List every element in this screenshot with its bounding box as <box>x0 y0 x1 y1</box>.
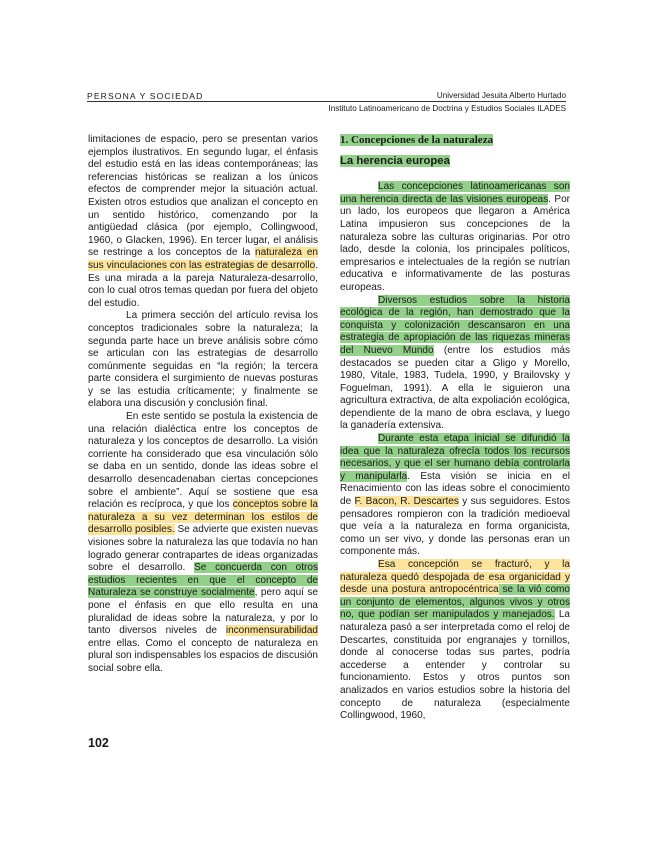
highlight-green: Se concuerda con otros estudios recientes en que el concepto de Naturaleza se construye socialmente <box>88 562 318 599</box>
paragraph: limitaciones de espacio, pero se presentan varios ejemplos ilustrativos. En segundo lugar, el énfasis del estudio está en las ideas contemporáneas; las referencias históricas se realizan a los únicos efectos de comprender mejor la situación actual. Existen otros estudios que analizan el concepto en un sentido histórico, comenzando por la antigüedad clásica (por ejemplo, Collingwood, 1960, o Glacken, 1996). En tercer lugar, el análisis se restringe a los conceptos de la naturaleza en sus vinculaciones con las estrategias de desarrollo. Es una mirada a la pareja Naturaleza-desarrollo, con lo cual otros temas quedan por fuera del objeto del estudio. <box>88 134 318 309</box>
paragraph: Esa concepción se fracturó, y la naturaleza quedó despojada de esa organicidad y desde una postura antropocéntrica se la vió como un conjunto de elementos, algunos vivos y otros no, que podían ser manipulados y manejados. La naturaleza pasó a ser interpretada como el reloj de Descartes, constituida por engranajes y tornillos, donde al conocerse todas sus partes, podría accederse a entender y controlar su funcionamiento. Estos y otros puntos son analizados en varios estudios sobre la historia del concepto de naturaleza (especialmente Collingwood, 1960, <box>340 559 570 722</box>
highlight-yellow: inconmensurabilidad <box>225 625 318 637</box>
highlight-green: Diversos estudios sobre la historia ecológica de la región, han demostrado que la conquista y colonización descansaron en una estrategia de apropiación de las riquezas mineras del Nuevo Mundo <box>340 294 570 356</box>
paragraph: Las concepciones latinoamericanas son una herencia directa de las visiones europeas. Por un lado, los europeos que llegaron a América Latina impusieron sus concepciones de la naturaleza sobre las culturas originarias. Por otro lado, desde la colonia, los principales políticos, empresarios e intelectuales de la región se nutrían educativa e informativamente de las posturas europeas. <box>340 181 570 293</box>
paragraph: La primera sección del artículo revisa los conceptos tradicionales sobre la naturaleza; la segunda parte hace un breve análisis sobre cómo se articulan con las estrategias de desarrollo comúnmente seguidas en “la región; la tercera parte considera el surgimiento de nuevas posturas y se las estudia críticamente; y finalmente se elabora una discusión y conclusión final. <box>88 310 318 410</box>
highlight-green: se la vió como un conjunto de elementos, algunos vivos y otros no, que podían ser manipulados y manejados. <box>340 584 570 621</box>
left-text-column <box>88 134 318 676</box>
subsection-title: La herencia europea <box>340 154 450 167</box>
highlight-green: Durante esta etapa inicial se difundió la idea que la <box>340 433 570 457</box>
highlight-yellow: Esa concepción se fracturó, y la naturaleza quedó despojada de esa organicidad y desde una postura antropocéntrica <box>340 559 570 596</box>
highlight-yellow: conceptos sobre la naturaleza a su vez determinan los estilos de desarrollo posibles. <box>88 499 318 536</box>
header-divider <box>87 101 566 102</box>
running-header-university: Universidad Jesuita Alberto Hurtado <box>436 91 566 100</box>
running-header-institute: Instituto Latinoamericano de Doctrina y Estudios Sociales ILADES <box>328 104 566 113</box>
running-header-journal: PERSONA Y SOCIEDAD <box>87 91 204 101</box>
highlight-green: Las concepciones latinoamericanas son una herencia directa de las visiones europeas <box>340 181 570 205</box>
paragraph: Diversos estudios sobre la historia ecológica de la región, han demostrado que la conquista y colonización descansaron en una estrategia de apropiación de las riquezas mineras del Nuevo Mundo (entre los estudios más destacados se pueden citar a Gligo y Morello, 1980, Vitale, 1983, Tudela, 1990, y Brailovsky y Foguelman, 1991). A ella le siguieron una agricultura extractiva, de alta expoliación ecológica, dependiente de la mano de obra esclava, y luego la ganadería extensiva. <box>340 294 570 432</box>
highlight-green: naturaleza ofrecía todos los recursos necesarios, y que el ser humano debía controlarla y manipularla <box>340 445 570 482</box>
right-text-column <box>340 134 570 723</box>
paragraph: En este sentido se postula la existencia de una relación dialéctica entre los conceptos de naturaleza y los conceptos de desarrollo. La visión corriente ha considerado que esa vinculación sólo se daba en un sentido, donde las ideas sobre el desarrollo desencadenaban ciertas concepciones sobre el ambiente”. Aquí se sostiene que esa relación es recíproca, y que los conceptos sobre la naturaleza a su vez determinan los estilos de desarrollo posibles. Se advierte que existen nuevas visiones sobre la naturaleza las que todavía no han logrado generar contrapartes de ideas organizadas sobre el desarrollo. Se concuerda con otros estudios recientes en que el concepto de Naturaleza se construye socialmente, pero aquí se pone el énfasis en que ello resulta en una pluralidad de ideas sobre la naturaleza, y por lo tanto diversos niveles de inconmensurabilidad entre ellas. Como el concepto de naturaleza en plural son indispensables los espacios de discusión social sobre ella. <box>88 411 318 674</box>
section-title: 1. Concepciones de la naturaleza <box>340 134 494 146</box>
paragraph: Durante esta etapa inicial se difundió la idea que la naturaleza ofrecía todos los recursos necesarios, y que el ser humano debía controlarla y manipularla. Esta visión se inicia en el Renacimiento con las ideas sobre el conocimiento de F. Bacon, R. Descartes y sus seguidores. Estos pensadores rompieron con la tradición medioeval que veía a la naturaleza en forma organicista, como un ser vivo, y donde las personas eran un componente más. <box>340 433 570 558</box>
highlight-yellow: naturaleza en sus vinculaciones con las estrategias de desarrollo <box>88 247 318 271</box>
page-number: 102 <box>88 736 109 750</box>
highlight-yellow: F. Bacon, R. Descartes <box>354 496 459 508</box>
